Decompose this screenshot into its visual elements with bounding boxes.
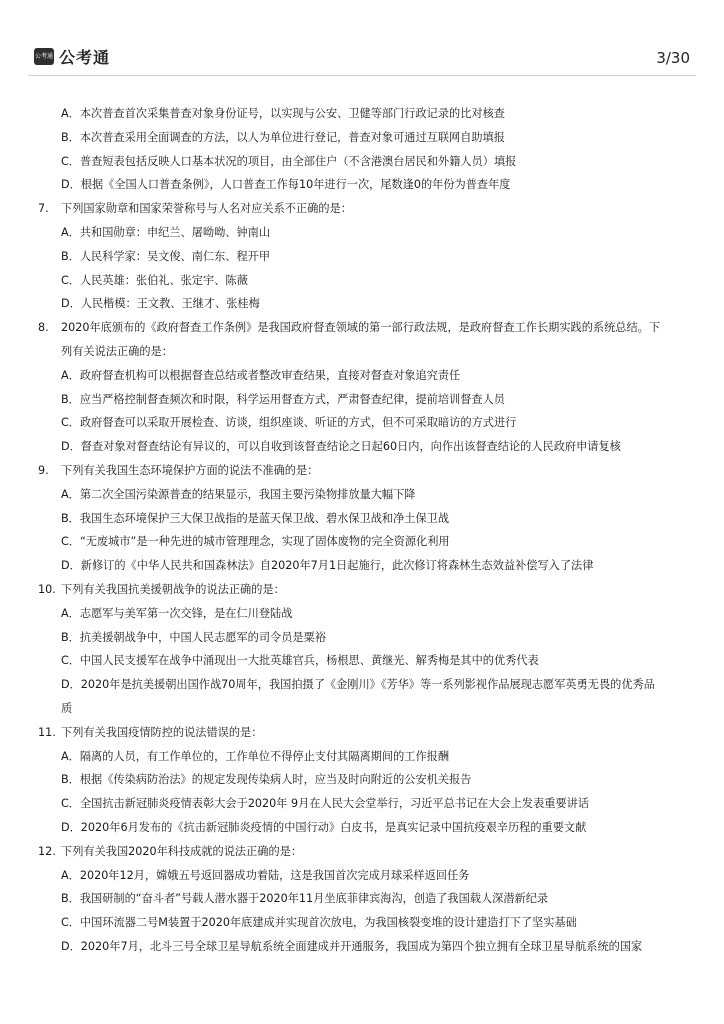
option-line (0, 154, 724, 178)
option-text: C．人民英雄：张伯礼、张定宇、陈薇 (61, 273, 248, 287)
option-line (0, 273, 724, 297)
option-text: D．人民楷模：王文教、王继才、张桂梅 (61, 297, 260, 311)
option-line (0, 106, 724, 130)
option-line (0, 820, 724, 844)
option-line (0, 868, 724, 892)
option-text: C．全国抗击新冠肺炎疫情表彰大会于2020年 9月在人民大会堂举行，习近平总书记在大会上发表重要讲话 (61, 797, 590, 811)
option-text: A．政府督查机构可以根据督查总结或者整改审查结果，直接对督查对象追究责任 (61, 368, 461, 382)
question-line (0, 844, 724, 868)
option-text: C．政府督查可以采取开展检查、访谈，组织座谈、听证的方式，但不可采取暗访的方式进行 (61, 416, 517, 430)
option-text: C．中国人民支援军在战争中涌现出一大批英雄官兵，杨根思、黄继光、解秀梅是其中的优秀代表 (61, 654, 539, 668)
option-text: D．新修订的《中华人民共和国森林法》自2020年7月1日起施行，此次修订将森林生态效益补偿写入了法律 (61, 559, 594, 573)
option-text: A．共和国勋章：申纪兰、屠呦呦、钟南山 (61, 225, 271, 239)
option-line (0, 225, 724, 249)
option-line (0, 511, 724, 535)
option-line (0, 439, 724, 463)
question-line (0, 582, 724, 606)
option-line (0, 415, 724, 439)
question-text: 下列有关我国生态环境保护方面的说法不准确的是： (61, 463, 319, 477)
option-text: 质 (61, 701, 73, 715)
option-text: A．本次普查首次采集普查对象身份证号，以实现与公安、卫健等部门行政记录的比对核查 (61, 107, 505, 120)
question-line (0, 463, 724, 487)
question-text: 2020年底颁布的《政府督查工作条例》是我国政府督查领域的第一部行政法规，是政府督查工作长期实践的系统总结。下 (61, 321, 661, 335)
option-line (0, 796, 724, 820)
document-body (0, 106, 724, 963)
option-line (0, 606, 724, 630)
question-text: 下列有关我国抗美援朝战争的说法正确的是： (61, 582, 285, 596)
option-line (0, 487, 724, 511)
option-text: A．2020年12月，嫦娥五号返回器成功着陆，这是我国首次完成月球采样返回任务 (61, 868, 470, 882)
option-line (0, 534, 724, 558)
option-line (0, 891, 724, 915)
option-line (0, 177, 724, 201)
option-text: D．2020年是抗美援朝出国作战70周年，我国拍摄了《金刚川》《芳华》等一系列影视作品展现志愿军英勇无畏的优秀品 (61, 678, 655, 692)
option-line (0, 249, 724, 273)
option-text: B．应当严格控制督查频次和时限，科学运用督查方式，严肃督查纪律，提前培训督查人员 (61, 392, 505, 406)
option-line (0, 368, 724, 392)
option-text: A．第二次全国污染源普查的结果显示，我国主要污染物排放量大幅下降 (61, 487, 416, 501)
option-line (0, 392, 724, 416)
option-text: B．我国研制的“奋斗者”号载人潜水器于2020年11月坐底菲律宾海沟，创造了我国载人深潜新纪录 (61, 892, 549, 906)
page-header (0, 0, 724, 76)
option-text: B．本次普查采用全面调查的方法，以人为单位进行登记，普查对象可通过互联网自助填报 (61, 130, 505, 144)
option-text: D．督查对象对督查结论有异议的，可以自收到该督查结论之日起60日内，向作出该督查结论的人民政府申请复核 (61, 440, 621, 454)
option-line (0, 749, 724, 773)
option-text: A．隔离的人员，有工作单位的，工作单位不得停止支付其隔离期间的工作报酬 (61, 749, 450, 763)
option-text: C．“无废城市”是一种先进的城市管理理念，实现了固体废物的完全资源化利用 (61, 535, 450, 549)
option-text: D．根据《全国人口普查条例》，人口普查工作每10年进行一次，尾数逢0的年份为普查年度 (61, 178, 511, 192)
question-line (0, 725, 724, 749)
option-text: B．抗美援朝战争中，中国人民志愿军的司令员是粟裕 (61, 630, 326, 644)
option-line (0, 677, 724, 701)
option-line (0, 939, 724, 963)
page-number: 3/30 (656, 49, 690, 67)
option-text: 列有关说法正确的是： (61, 344, 173, 358)
option-line (0, 296, 724, 320)
header-divider (28, 75, 696, 76)
option-line (0, 915, 724, 939)
question-line (0, 201, 724, 225)
question-number: 8. (38, 321, 49, 335)
option-text: D．2020年6月发布的《抗击新冠肺炎疫情的中国行动》白皮书，是真实记录中国抗疫艰辛历程的重要文献 (61, 820, 587, 834)
question-number: 9. (38, 463, 49, 477)
question-continuation (0, 344, 724, 368)
question-number: 7. (38, 202, 49, 216)
option-line (0, 701, 724, 725)
question-text: 下列有关我国2020年科技成就的说法正确的是： (61, 844, 303, 858)
option-line (0, 130, 724, 154)
logo-badge-icon: 公考通 (34, 48, 54, 65)
option-line (0, 772, 724, 796)
question-text: 下列有关我国疫情防控的说法错误的是： (61, 725, 263, 739)
brand-logo (34, 45, 110, 68)
question-number: 11. (38, 725, 56, 739)
question-number: 12. (38, 844, 56, 858)
option-text: B．人民科学家：吴文俊、南仁东、程开甲 (61, 249, 271, 263)
question-text: 下列国家勋章和国家荣誉称号与人名对应关系不正确的是： (61, 202, 352, 216)
option-text: C．普查短表包括反映人口基本状况的项目，由全部住户（不含港澳台居民和外籍人员）填报 (61, 154, 517, 168)
question-line (0, 320, 724, 344)
brand-name: 公考通 (59, 48, 111, 67)
option-line (0, 653, 724, 677)
option-text: B．我国生态环境保护三大保卫战指的是蓝天保卫战、碧水保卫战和净土保卫战 (61, 511, 450, 525)
option-text: D．2020年7月，北斗三号全球卫星导航系统全面建成并开通服务，我国成为第四个独立拥有全球卫星导航系统的国家 (61, 939, 643, 953)
option-text: C．中国环流器二号M装置于2020年底建成并实现首次放电，为我国核裂变堆的设计建造打下了坚实基础 (61, 916, 577, 930)
option-text: B．根据《传染病防治法》的规定发现传染病人时，应当及时向附近的公安机关报告 (61, 773, 472, 787)
question-number: 10. (38, 582, 56, 596)
option-text: A．志愿军与美军第一次交锋，是在仁川登陆战 (61, 606, 293, 620)
option-line (0, 558, 724, 582)
option-line (0, 630, 724, 654)
